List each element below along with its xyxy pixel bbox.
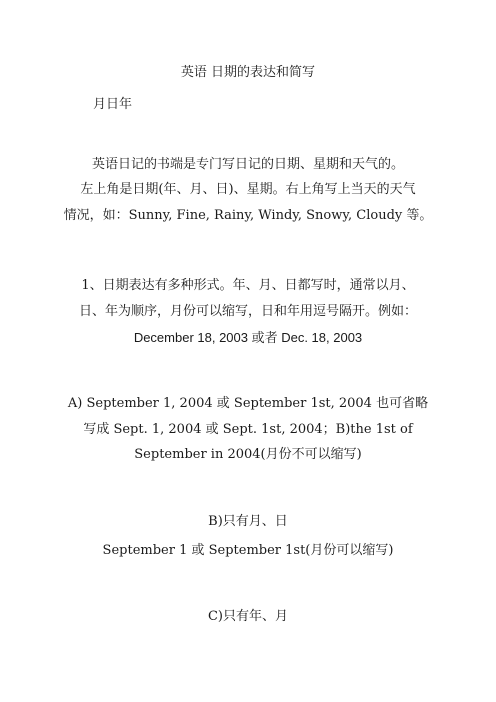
intro-line-1: 英语日记的书端是专门写日记的日期、星期和天气的。 — [91, 157, 404, 172]
document-title: 英语 日期的表达和简写 — [180, 65, 316, 80]
case-a-line-1: A) September 1, 2004 或 September 1st, 2004 也可省略 — [67, 396, 429, 411]
section1-line-1: 1、日期表达有多种形式。年、月、日都写时，通常以月、 — [81, 278, 415, 293]
case-b-heading: B)只有月、日 — [208, 514, 288, 529]
case-a-line-3: September in 2004(月份不可以缩写) — [134, 447, 362, 462]
document-subtitle: 月日年 — [93, 97, 133, 112]
intro-line-2: 左上角是日期(年、月、日)、星期。右上角写上当天的天气 — [80, 182, 416, 197]
section1-line-2: 日、年为顺序，月份可以缩写，日和年用逗号隔开。例如： — [78, 304, 417, 319]
intro-line-3: 情况，如：Sunny, Fine, Rainy, Windy, Snowy, Cloudy 等。 — [63, 208, 433, 223]
case-a-line-2: 写成 Sept. 1, 2004 或 Sept. 1st, 2004；B)the 1st of — [83, 422, 413, 437]
section1-example: December 18, 2003 或者 Dec. 18, 2003 — [133, 330, 363, 345]
case-c-heading: C)只有年、月 — [207, 609, 289, 624]
case-b-example: September 1 或 September 1st(月份可以缩写) — [102, 543, 394, 558]
